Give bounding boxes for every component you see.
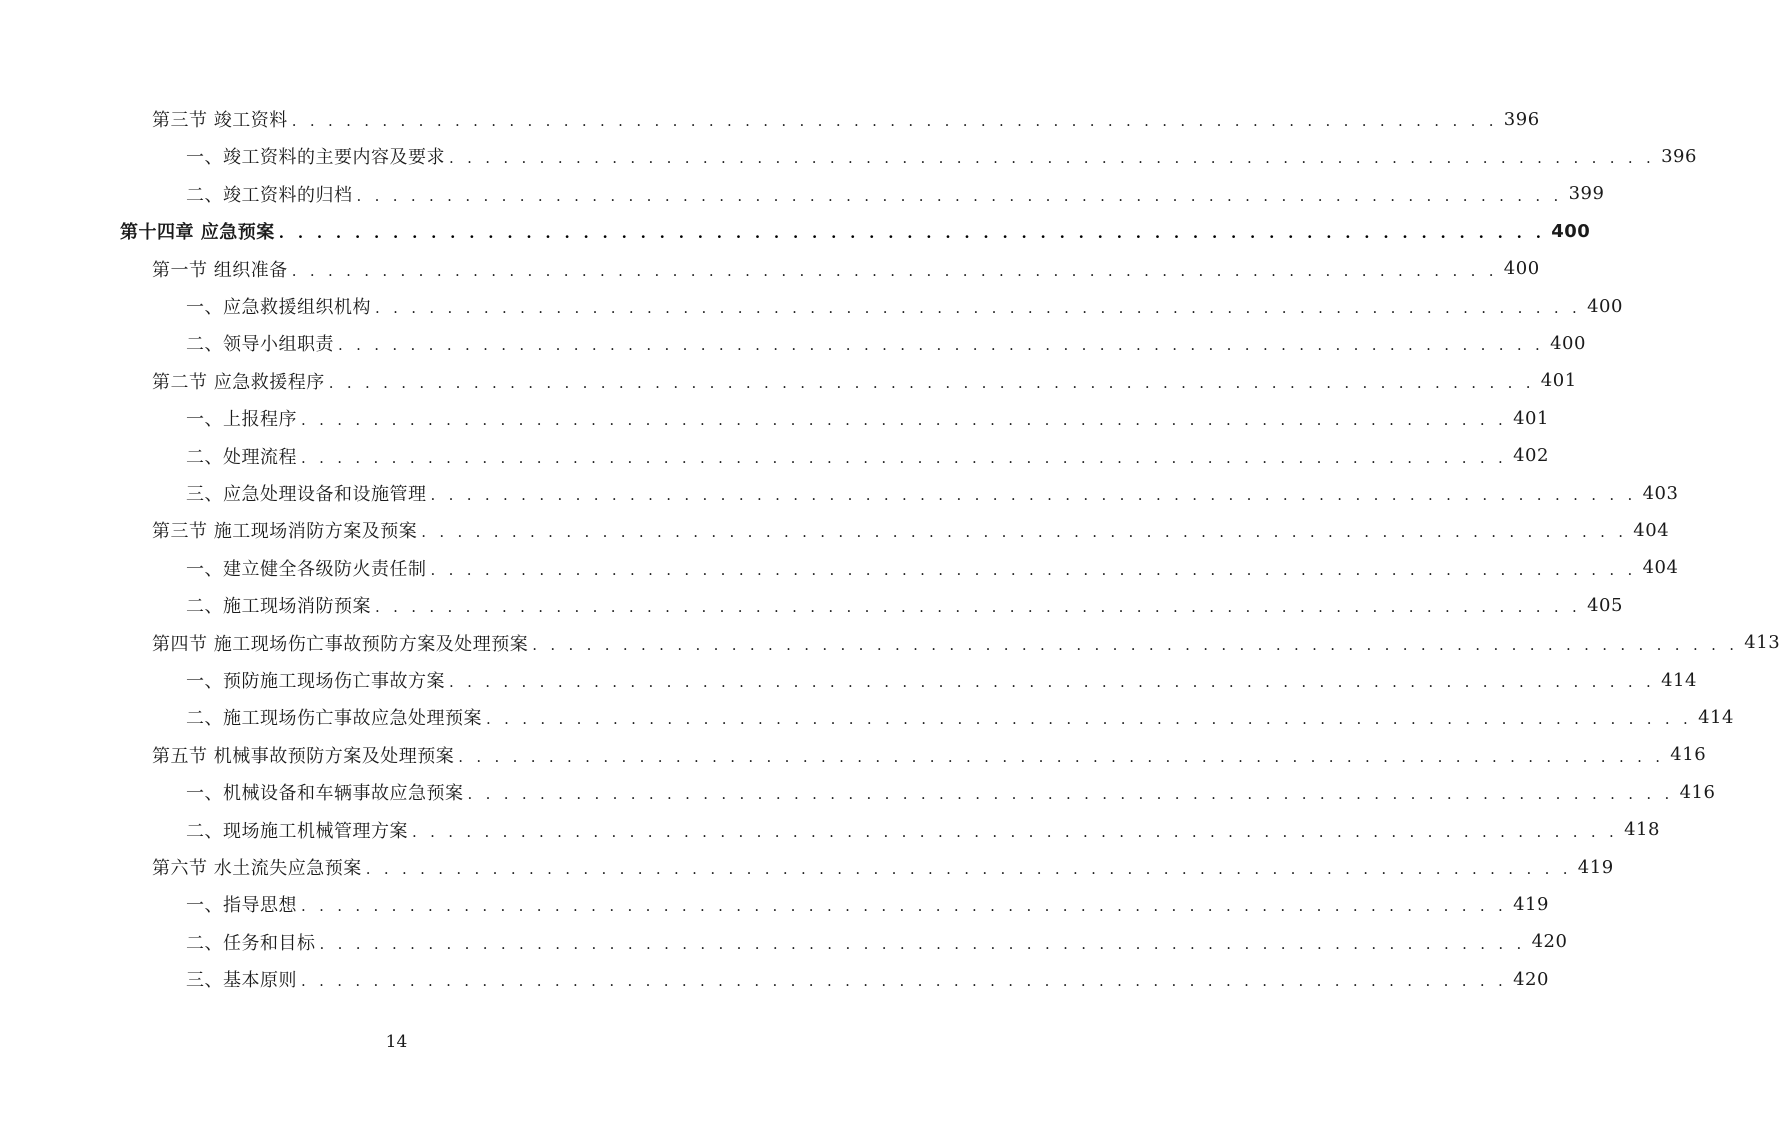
toc-entry-title: 第四节 施工现场伤亡事故预防方案及处理预案 <box>152 633 529 655</box>
toc-entry <box>186 777 1716 807</box>
toc-entry <box>152 254 1540 284</box>
toc-entry-page-number: 418 <box>1624 819 1660 841</box>
toc-entry-title: 一、预防施工现场伤亡事故方案 <box>186 671 445 692</box>
toc-dot-leader: . . . . . . . . . . . . . . . . . . . . . . . . . . . . . . . . . . . . . . . . . . . . . . . . . . . . . . . . . . . . . . . . . . . <box>486 710 1693 729</box>
toc-dot-leader: . . . . . . . . . . . . . . . . . . . . . . . . . . . . . . . . . . . . . . . . . . . . . . . . . . . . . . . . . . . . . . . . . . . <box>458 747 1665 766</box>
toc-entry <box>186 403 1549 433</box>
toc-entry-page-number: 400 <box>1550 332 1586 354</box>
toc-entry-page-number: 400 <box>1587 295 1623 317</box>
toc-entry <box>186 889 1549 919</box>
toc-entry <box>186 964 1549 994</box>
toc-dot-leader: . . . . . . . . . . . . . . . . . . . . . . . . . . . . . . . . . . . . . . . . . . . . . . . . . . . . . . . . . . . . . . . . . . . <box>319 934 1526 953</box>
toc-dot-leader: . . . . . . . . . . . . . . . . . . . . . . . . . . . . . . . . . . . . . . . . . . . . . . . . . . . . . . . . . . . . . . . . . . . <box>365 860 1572 878</box>
toc-entry-page-number: 396 <box>1503 108 1540 130</box>
toc-entry <box>152 740 1707 770</box>
toc-dot-leader: . . . . . . . . . . . . . . . . . . . . . . . . . . . . . . . . . . . . . . . . . . . . . . . . . . . . . . . . . . . . . . . . . . . <box>421 523 1628 542</box>
toc-dot-leader: . . . . . . . . . . . . . . . . . . . . . . . . . . . . . . . . . . . . . . . . . . . . . . . . . . . . . . . . . . . . . . . . . . . <box>356 186 1563 205</box>
toc-entry-title: 二、领导小组职责 <box>186 334 334 356</box>
toc-entry-page-number: 403 <box>1642 482 1679 504</box>
toc-entry-page-number: 402 <box>1513 445 1549 467</box>
toc-dot-leader: . . . . . . . . . . . . . . . . . . . . . . . . . . . . . . . . . . . . . . . . . . . . . . . . . . . . . . . . . . . . . . . . . . . <box>328 373 1535 392</box>
toc-dot-leader: . . . . . . . . . . . . . . . . . . . . . . . . . . . . . . . . . . . . . . . . . . . . . . . . . . . . . . . . . . . . . . . . . . . <box>301 411 1508 430</box>
toc-entry-page-number: 401 <box>1513 407 1549 429</box>
toc-entry-title: 二、处理流程 <box>186 446 297 468</box>
toc-dot-leader: . . . . . . . . . . . . . . . . . . . . . . . . . . . . . . . . . . . . . . . . . . . . . . . . . . . . . . . . . . . . . . . . . . . <box>301 448 1508 467</box>
toc-entry-page-number: 419 <box>1513 893 1549 915</box>
toc-entry-title: 三、基本原则 <box>186 970 297 992</box>
toc-entry <box>152 104 1540 134</box>
toc-entry-page-number: 404 <box>1633 519 1670 541</box>
toc-dot-leader: . . . . . . . . . . . . . . . . . . . . . . . . . . . . . . . . . . . . . . . . . . . . . . . . . . . . . . . . . . . . . . . . . . . <box>467 785 1674 804</box>
toc-dot-leader: . . . . . . . . . . . . . . . . . . . . . . . . . . . . . . . . . . . . . . . . . . . . . . . . . . . . . . . . . . . . . . . . . . . <box>449 149 1656 168</box>
toc-entry-page-number: 400 <box>1551 220 1591 242</box>
toc-entry-page-number: 419 <box>1577 856 1614 878</box>
toc-entry-title: 一、指导思想 <box>186 895 297 917</box>
toc-entry-page-number: 413 <box>1744 632 1780 654</box>
toc-entry-title: 二、现场施工机械管理方案 <box>186 820 408 842</box>
toc-entry-page-number: 420 <box>1513 968 1549 990</box>
toc-entry <box>186 927 1568 957</box>
toc-entry-page-number: 416 <box>1670 744 1707 766</box>
toc-entry-title: 第六节 水土流失应急预案 <box>152 858 362 879</box>
toc-entry-title: 二、任务和目标 <box>186 932 316 954</box>
toc-entry <box>186 478 1679 508</box>
toc-entry-title: 一、竣工资料的主要内容及要求 <box>186 147 445 169</box>
toc-dot-leader: . . . . . . . . . . . . . . . . . . . . . . . . . . . . . . . . . . . . . . . . . . . . . . . . . . . . . . . . . . . . . . . . . . . <box>278 224 1546 243</box>
toc-entry <box>186 141 1697 171</box>
toc-dot-leader: . . . . . . . . . . . . . . . . . . . . . . . . . . . . . . . . . . . . . . . . . . . . . . . . . . . . . . . . . . . . . . . . . . . <box>338 336 1545 355</box>
toc-entry-title: 一、建立健全各级防火责任制 <box>186 558 427 580</box>
toc-entry <box>152 366 1577 396</box>
toc-entry-page-number: 414 <box>1698 706 1734 728</box>
toc-entry-page-number: 405 <box>1587 594 1623 616</box>
toc-entry-title: 第十四章 应急预案 <box>120 222 275 244</box>
toc-entry-title: 第二节 应急救援程序 <box>152 371 325 393</box>
toc-dot-leader: . . . . . . . . . . . . . . . . . . . . . . . . . . . . . . . . . . . . . . . . . . . . . . . . . . . . . . . . . . . . . . . . . . . <box>449 673 1656 691</box>
toc-entry-page-number: 401 <box>1540 370 1577 392</box>
toc-dot-leader: . . . . . . . . . . . . . . . . . . . . . . . . . . . . . . . . . . . . . . . . . . . . . . . . . . . . . . . . . . . . . . . . . . . <box>532 635 1739 654</box>
toc-dot-leader: . . . . . . . . . . . . . . . . . . . . . . . . . . . . . . . . . . . . . . . . . . . . . . . . . . . . . . . . . . . . . . . . . . . <box>430 486 1637 504</box>
toc-dot-leader: . . . . . . . . . . . . . . . . . . . . . . . . . . . . . . . . . . . . . . . . . . . . . . . . . . . . . . . . . . . . . . . . . . . <box>301 897 1508 916</box>
toc-entry <box>186 590 1623 620</box>
toc-dot-leader: . . . . . . . . . . . . . . . . . . . . . . . . . . . . . . . . . . . . . . . . . . . . . . . . . . . . . . . . . . . . . . . . . . . <box>375 299 1582 317</box>
toc-entry <box>186 815 1660 845</box>
toc-dot-leader: . . . . . . . . . . . . . . . . . . . . . . . . . . . . . . . . . . . . . . . . . . . . . . . . . . . . . . . . . . . . . . . . . . . <box>301 972 1508 991</box>
toc-dot-leader: . . . . . . . . . . . . . . . . . . . . . . . . . . . . . . . . . . . . . . . . . . . . . . . . . . . . . . . . . . . . . . . . . . . <box>291 261 1498 280</box>
toc-entry-page-number: 404 <box>1642 557 1679 579</box>
toc-dot-leader: . . . . . . . . . . . . . . . . . . . . . . . . . . . . . . . . . . . . . . . . . . . . . . . . . . . . . . . . . . . . . . . . . . . <box>291 112 1498 130</box>
toc-entry-title: 一、机械设备和车辆事故应急预案 <box>186 783 464 805</box>
toc-entry-title: 第五节 机械事故预防方案及处理预案 <box>152 745 455 767</box>
toc-entry-title: 第三节 施工现场消防方案及预案 <box>152 521 418 543</box>
toc-dot-leader: . . . . . . . . . . . . . . . . . . . . . . . . . . . . . . . . . . . . . . . . . . . . . . . . . . . . . . . . . . . . . . . . . . . <box>430 560 1637 579</box>
toc-entry <box>186 328 1586 358</box>
toc-entry <box>186 702 1734 732</box>
toc-entry-page-number: 399 <box>1568 183 1605 205</box>
toc-entry-title: 第三节 竣工资料 <box>152 110 288 131</box>
toc-entry <box>152 515 1670 545</box>
toc-entry-page-number: 420 <box>1531 931 1568 953</box>
toc-entry-page-number: 396 <box>1661 145 1697 167</box>
toc-entry <box>152 628 1780 658</box>
toc-entry-page-number: 400 <box>1503 258 1540 280</box>
toc-entry <box>152 852 1614 882</box>
toc-entry-title: 二、施工现场消防预案 <box>186 596 371 618</box>
toc-entry <box>186 441 1549 471</box>
toc-entry-page-number: 416 <box>1679 781 1716 803</box>
toc-entry <box>186 179 1605 209</box>
toc-entry <box>186 291 1623 321</box>
toc-entry <box>186 665 1697 695</box>
toc-dot-leader: . . . . . . . . . . . . . . . . . . . . . . . . . . . . . . . . . . . . . . . . . . . . . . . . . . . . . . . . . . . . . . . . . . . <box>412 822 1619 841</box>
toc-entry-title: 一、应急救援组织机构 <box>186 297 371 318</box>
page-number: 14 <box>385 1032 408 1052</box>
toc-entry-page-number: 414 <box>1661 669 1697 691</box>
toc-entry-title: 第一节 组织准备 <box>152 259 288 281</box>
toc-entry-title: 二、竣工资料的归档 <box>186 184 353 206</box>
toc-entry-title: 二、施工现场伤亡事故应急处理预案 <box>186 708 482 730</box>
toc-entry-title: 三、应急处理设备和设施管理 <box>186 484 427 505</box>
toc-entry-title: 一、上报程序 <box>186 409 297 431</box>
toc-dot-leader: . . . . . . . . . . . . . . . . . . . . . . . . . . . . . . . . . . . . . . . . . . . . . . . . . . . . . . . . . . . . . . . . . . . <box>375 598 1582 617</box>
toc-entry <box>186 553 1679 583</box>
toc-entry <box>120 216 1591 246</box>
